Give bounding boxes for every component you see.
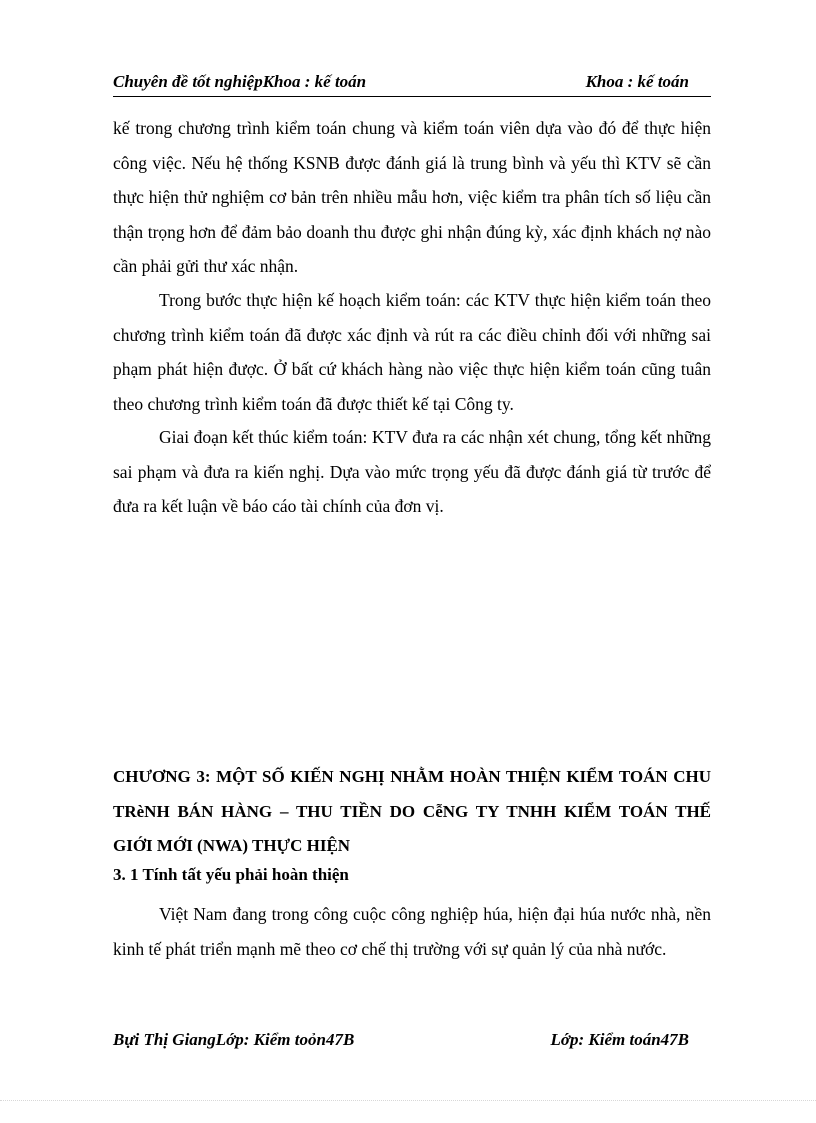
page-header [113, 68, 711, 97]
paragraph-2 [113, 283, 711, 421]
footer-right-text: Lớp: Kiểm toán47B [550, 1030, 689, 1049]
page-footer [113, 1030, 711, 1056]
header-right-text: Khoa : kế toán [585, 72, 689, 91]
paragraph-1 [113, 111, 711, 284]
page-bottom-divider [0, 1100, 816, 1101]
footer-left-text: Bựi Thị GiangLớp: Kiểm toỏn47B [113, 1030, 355, 1049]
paragraph-3-text: Giai đoạn kết thúc kiểm toán: KTV đưa ra các nhận xét chung, tổng kết những sai phạm và đưa ra kiến nghị. Dựa vào mức trọng yếu đã được đánh giá từ trước để đưa ra kết luận về báo cáo tài chính của đơn vị. [113, 427, 711, 516]
section-paragraph-text: Việt Nam đang trong công cuộc công nghiệp húa, hiện đại húa nước nhà, nền kinh tế phát triển mạnh mẽ theo cơ chế thị trường với sự quản lý của nhà nước. [113, 904, 711, 959]
paragraph-1-text: kế trong chương trình kiểm toán chung và kiểm toán viên dựa vào đó để thực hiện công việc. Nếu hệ thống KSNB được đánh giá là trung bình và yếu thì KTV sẽ cần thực hiện thử nghiệm cơ bản trên nhiều mẫu hơn, việc kiểm tra phân tích số liệu cần thận trọng hơn để đảm bảo doanh thu được ghi nhận đúng kỳ, xác định khách nợ nào cần phải gửi thư xác nhận. [113, 118, 711, 276]
header-left-text: Chuyên đề tốt nghiệpKhoa : kế toán [113, 72, 367, 91]
paragraph-2-text: Trong bước thực hiện kế hoạch kiểm toán: các KTV thực hiện kiểm toán theo chương trình kiểm toán đã được xác định và rút ra các điều chỉnh đối với những sai phạm phát hiện được. Ở bất cứ khách hàng nào việc thực hiện kiểm toán cũng tuân theo chương trình kiểm toán đã được thiết kế tại Công ty. [113, 290, 711, 414]
chapter-title: CHƯƠNG 3: MỘT SỐ KIẾN NGHỊ NHẰM HOÀN THIỆN KIỂM TOÁN CHU TRèNH BÁN HÀNG – THU TIỀN DO CễNG TY TNHH KIỂM TOÁN THẾ GIỚI MỚI (NWA) THỰC HIỆN [113, 767, 711, 855]
section-title: 3. 1 Tính tất yếu phải hoàn thiện [113, 865, 349, 884]
section-paragraph [113, 897, 711, 966]
paragraph-3 [113, 420, 711, 524]
